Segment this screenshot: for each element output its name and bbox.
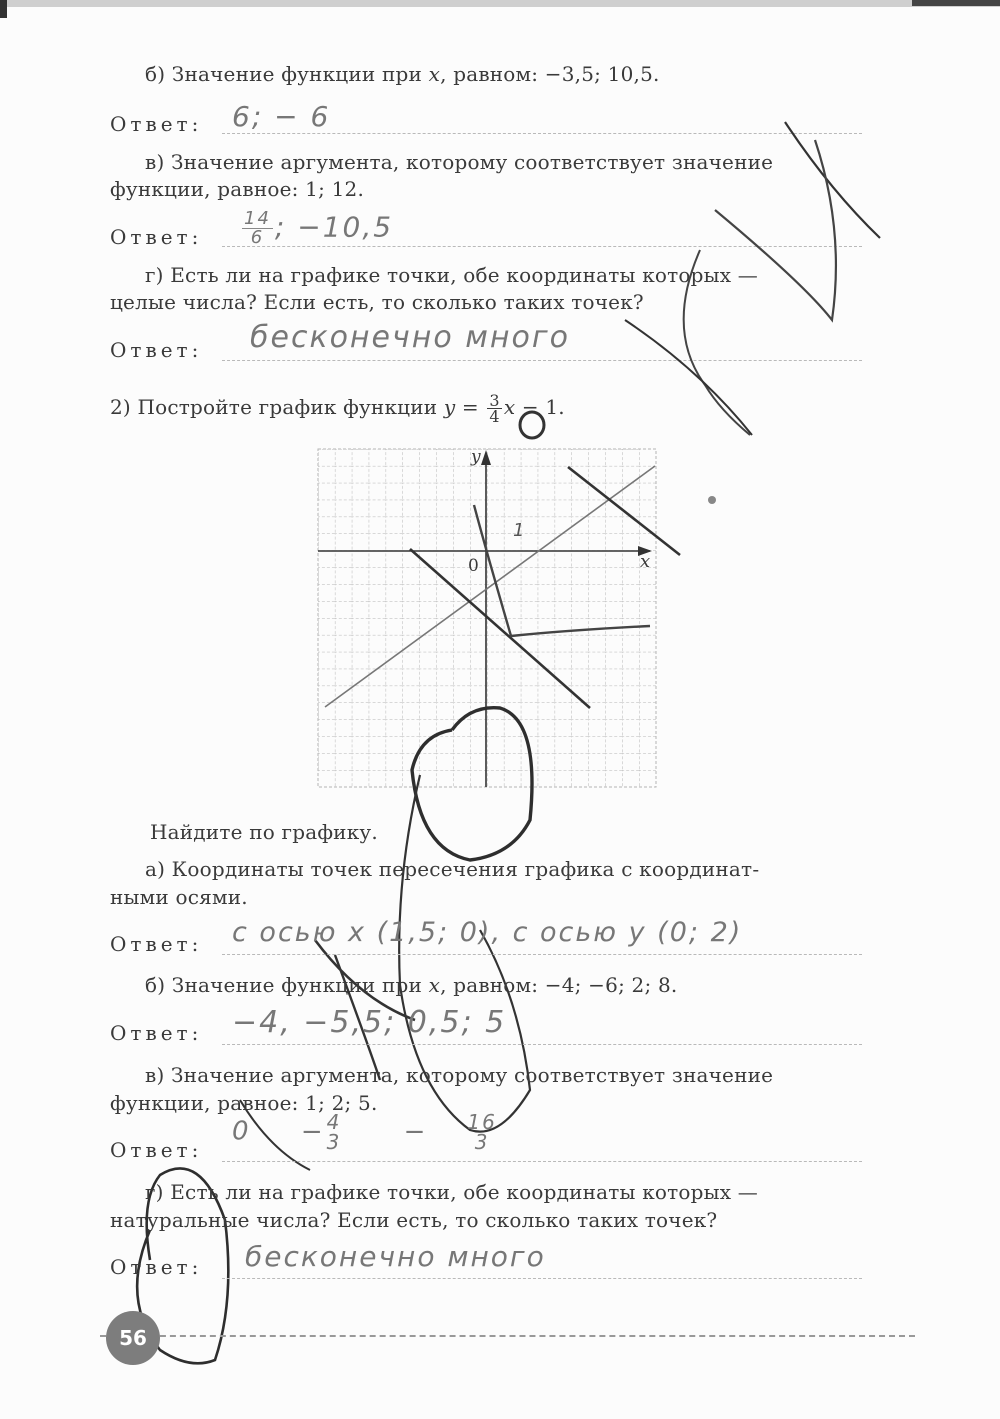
task2-a-question-line1: а) Координаты точек пересечения графика с координат-: [145, 857, 760, 881]
scribble-stroke: [684, 250, 750, 435]
axis-y-label: y: [471, 447, 481, 467]
task2-prompt-prefix: 2) Постройте график функции: [110, 395, 444, 419]
task2-b-answer: −4, −5,5; 0,5; 5: [232, 1005, 507, 1040]
task2-prompt-x: x: [503, 395, 516, 419]
task2-b-answer-label: Ответ:: [110, 1021, 203, 1045]
axis-x-label: x: [640, 551, 651, 572]
task2-v-question-line1: в) Значение аргумента, которому соответствует значение: [145, 1063, 774, 1087]
page-number-badge: 56: [106, 1311, 160, 1365]
task2-prompt-y: y: [443, 395, 456, 419]
frac-den: 6: [250, 227, 265, 248]
task2-b-suffix: , равном: −4; −6; 2; 8.: [440, 973, 678, 997]
task1-b-answer: 6; − 6: [232, 100, 331, 133]
task1-g-answer: бесконечно много: [250, 320, 570, 355]
footer-divider: [100, 1335, 915, 1337]
task2-v-question-line2: функции, равное: 1; 2; 5.: [110, 1091, 378, 1115]
find-by-graph-heading: Найдите по графику.: [150, 820, 378, 844]
task1-g-answer-label: Ответ:: [110, 338, 203, 362]
task1-b-prefix: б) Значение функции при: [145, 62, 429, 86]
task2-v-answer-line: [222, 1161, 862, 1162]
pencil-dot: [708, 496, 716, 504]
task2-g-answer-label: Ответ:: [110, 1255, 203, 1279]
task2-v-answer-a: 0: [232, 1116, 251, 1147]
task2-b-var: x: [428, 973, 441, 997]
task1-b-var: x: [428, 62, 441, 86]
task1-v-answer-rest: ; −10,5: [274, 210, 394, 244]
task2-prompt-suffix: − 1.: [515, 395, 565, 419]
task1-b-suffix: , равном: −3,5; 10,5.: [440, 62, 660, 86]
task2-a-answer-label: Ответ:: [110, 932, 203, 956]
unit-label: 1: [513, 520, 525, 541]
task2-g-answer-line: [222, 1278, 862, 1279]
frac-num: 16: [467, 1110, 497, 1134]
task2-b-answer-line: [222, 1044, 862, 1045]
task2-v-answer-label: Ответ:: [110, 1138, 203, 1162]
scribble-stroke: [625, 320, 752, 435]
task1-g-question-line1: г) Есть ли на графике точки, обе координаты которых —: [145, 263, 759, 287]
task1-g-question-line2: целые числа? Если есть, то сколько таких точек?: [110, 290, 644, 314]
task2-g-question-line2: натуральные числа? Если есть, то сколько таких точек?: [110, 1208, 718, 1232]
frac-den: 3: [326, 1130, 342, 1154]
task2-b-prefix: б) Значение функции при: [145, 973, 429, 997]
origin-label: 0: [468, 556, 480, 576]
task2-v-answer-c-fraction: [467, 1112, 496, 1152]
task2-a-answer-line: [222, 954, 862, 955]
task2-a-question-line2: ными осями.: [110, 885, 248, 909]
task2-v-answer: 0 − 4 3 − 16 3: [232, 1110, 497, 1154]
task1-v-question-line2: функции, равное: 1; 12.: [110, 177, 365, 201]
task1-v-answer-label: Ответ:: [110, 225, 203, 249]
frac-num: 4: [326, 1110, 342, 1134]
frac-num: 3: [489, 391, 500, 410]
task2-a-answer: с осью x (1,5; 0), с осью y (0; 2): [232, 917, 743, 948]
task2-g-answer: бесконечно много: [245, 1240, 546, 1273]
task1-b-answer-label: Ответ:: [110, 112, 203, 136]
frac-den: 3: [474, 1130, 490, 1154]
task1-v-question-line1: в) Значение аргумента, которому соответствует значение: [145, 150, 774, 174]
task2-g-question-line1: г) Есть ли на графике точки, обе координаты которых —: [145, 1180, 759, 1204]
scribble-loop: [520, 412, 544, 438]
frac-num: 14: [244, 208, 271, 229]
frac-den: 4: [489, 407, 500, 426]
task2-prompt-eq: =: [455, 395, 486, 419]
task2-v-answer-b-fraction: [327, 1112, 342, 1152]
task2-b-question: [145, 973, 677, 997]
